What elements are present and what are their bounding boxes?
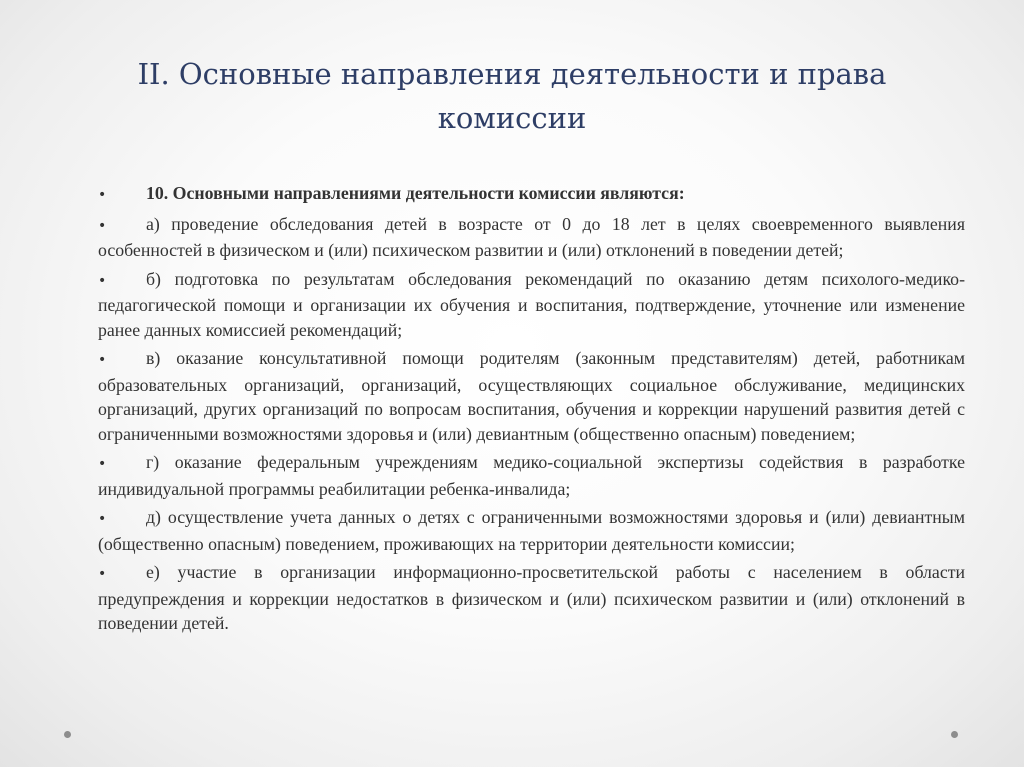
bullet-icon: • bbox=[98, 187, 107, 203]
list-item-a bbox=[98, 212, 965, 263]
list-item-d bbox=[98, 505, 965, 556]
bullet-icon: • bbox=[98, 511, 107, 527]
corner-dot-left-icon bbox=[64, 731, 71, 738]
list-item-text: е) участие в организации информационно-просветительской работы с населением в области предупреждения и коррекции недостатков в физическом и (или) психическом развитии и (или) отклонений в поведении детей. bbox=[98, 562, 965, 633]
slide-title-line-1: II. Основные направления деятельности и права bbox=[137, 57, 887, 91]
list-item-text: а) проведение обследования детей в возрасте от 0 до 18 лет в целях своевременного выявления особенностей в физическом и (или) психическом развитии и (или) отклонений в поведении детей; bbox=[98, 213, 965, 260]
list-item-v bbox=[98, 346, 965, 446]
list-item-g bbox=[98, 450, 965, 501]
list-item-text: 10. Основными направлениями деятельности комиссии являются: bbox=[146, 183, 685, 203]
slide-title-line-2: комиссии bbox=[437, 101, 587, 135]
list-item-text: б) подготовка по результатам обследования рекомендаций по оказанию детям психолого-медико-педагогической помощи и организации их обучения и воспитания, подтверждение, уточнение или изменение ранее данных комиссией рекомендаций; bbox=[98, 268, 965, 340]
bullet-icon: • bbox=[98, 566, 107, 582]
list-item-text: в) оказание консультативной помощи родителям (законным представителям) детей, работникам образовательных организаций, организаций, осуществляющих социальное обслуживание, медицинских организаций, других организаций по вопросам воспитания, обучения и коррекции нарушений развития детей с ограниченными возможностями здоровья и (или) девиантным (общественно опасным) поведением; bbox=[98, 348, 965, 444]
bullet-icon: • bbox=[98, 456, 107, 472]
list-item-text: д) осуществление учета данных о детях с ограниченными возможностями здоровья и (или) девиантным (общественно опасным) поведением, проживающих на территории деятельности комиссии; bbox=[98, 507, 965, 554]
list-item-heading bbox=[98, 181, 965, 208]
slide-title bbox=[100, 52, 924, 140]
bullet-list bbox=[98, 181, 965, 640]
corner-dot-right-icon bbox=[951, 731, 958, 738]
list-item-e bbox=[98, 560, 965, 636]
list-item-b bbox=[98, 267, 965, 343]
bullet-icon: • bbox=[98, 217, 107, 234]
bullet-icon: • bbox=[98, 272, 107, 289]
bullet-icon: • bbox=[98, 352, 107, 368]
list-item-text: г) оказание федеральным учреждениям медико-социальной экспертизы содействия в разработке индивидуальной программы реабилитации ребенка-инвалида; bbox=[98, 452, 965, 499]
